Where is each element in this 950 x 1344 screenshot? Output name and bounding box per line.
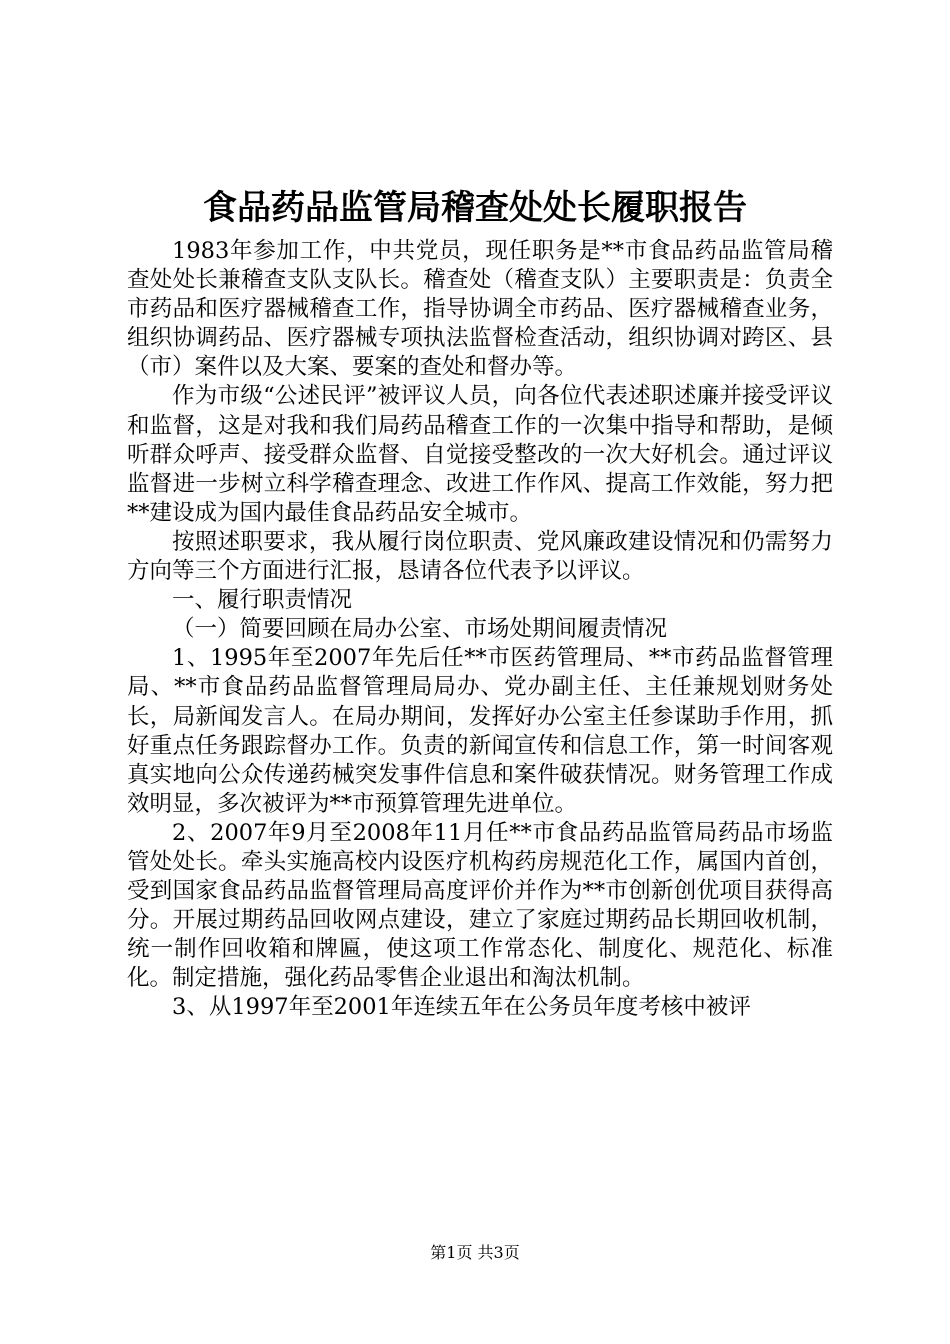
- paragraph-intro: 1983年参加工作，中共党员，现任职务是**市食品药品监管局稽查处处长兼稽查支队支队长。稽查处（稽查支队）主要职责是：负责全市药品和医疗器械稽查工作，指导协调全市药品、医疗器械稽查业务，组织协调药品、医疗器械专项执法监督检查活动，组织协调对跨区、县（市）案件以及大案、要案的查处和督办等。: [127, 238, 833, 381]
- paragraph-item-1: 1、1995年至2007年先后任**市医药管理局、**市药品监督管理局、**市食品药品监督管理局局办、党办副主任、主任兼规划财务处长，局新闻发言人。在局办期间，发挥好办公室主任参谋助手作用，抓好重点任务跟踪督办工作。负责的新闻宣传和信息工作，第一时间客观真实地向公众传递药械突发事件信息和案件破获情况。财务管理工作成效明显，多次被评为**市预算管理先进单位。: [127, 645, 833, 817]
- paragraph-report-outline: 按照述职要求，我从履行岗位职责、党风廉政建设情况和仍需努力方向等三个方面进行汇报，恳请各位代表予以评议。: [127, 528, 833, 585]
- paragraph-item-3: 3、从1997年至2001年连续五年在公务员年度考核中被评: [172, 994, 751, 1021]
- subsection-heading: （一）简要回顾在局办公室、市场处期间履责情况: [172, 616, 668, 643]
- section-heading: 一、履行职责情况: [172, 587, 353, 614]
- paragraph-evaluation: 作为市级“公述民评”被评议人员，向各位代表述职述廉并接受评议和监督，这是对我和我们局药品稽查工作的一次集中指导和帮助，是倾听群众呼声、接受群众监督、自觉接受整改的一次大好机会。通过评议监督进一步树立科学稽查理念、改进工作作风、提高工作效能，努力把**建设成为国内最佳食品药品安全城市。: [127, 383, 833, 526]
- document-title: 食品药品监管局稽查处处长履职报告: [203, 188, 747, 228]
- page-footer: 第1页 共3页: [430, 1243, 520, 1262]
- paragraph-item-2: 2、2007年9月至2008年11月任**市食品药品监管局药品市场监管处处长。牵头实施高校内设医疗机构药房规范化工作，属国内首创，受到国家食品药品监督管理局高度评价并作为**市创新创优项目获得高分。开展过期药品回收网点建设，建立了家庭过期药品长期回收机制，统一制作回收箱和牌匾，使这项工作常态化、制度化、规范化、标准化。制定措施，强化药品零售企业退出和淘汰机制。: [127, 819, 833, 992]
- document-body: [127, 237, 833, 1023]
